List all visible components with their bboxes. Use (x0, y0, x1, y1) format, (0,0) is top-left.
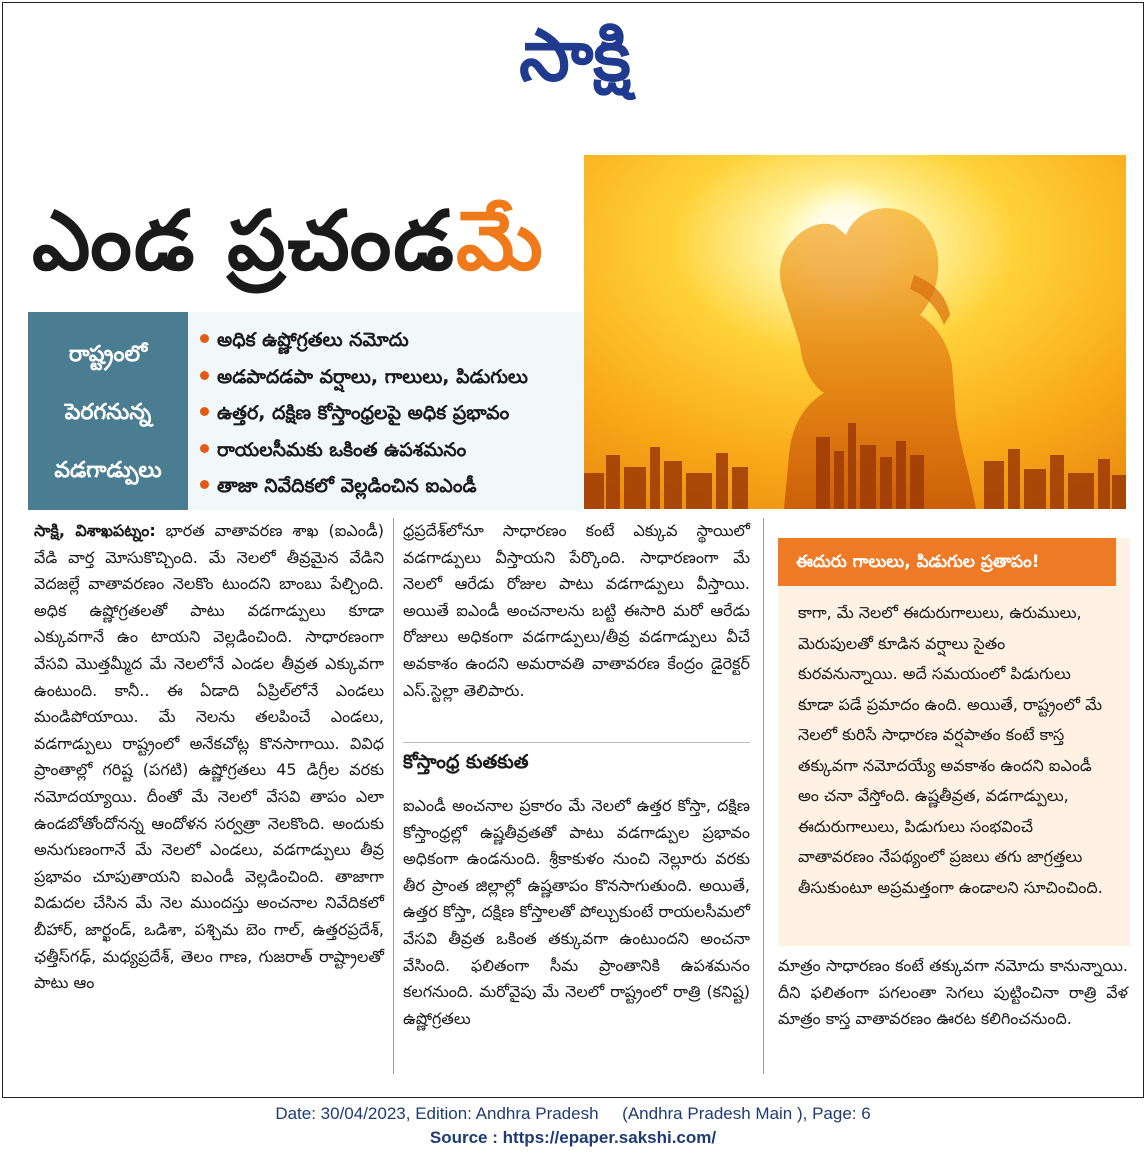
highlight-label-line: రాష్ట్రంలో (68, 342, 148, 367)
column-divider (393, 518, 394, 1074)
heatwave-photo (584, 155, 1126, 509)
footer-source-link[interactable]: Source : https://epaper.sakshi.com/ (429, 1128, 717, 1147)
sakshi-logo (470, 12, 680, 102)
article-subheading: కోస్తాంధ్ర కుతకుత (403, 751, 529, 773)
article-body-text: ఐఎండీ అంచనాల ప్రకారం మే నెలలో ఉత్తర కోస్తా, దక్షిణ కోస్తాంధ్రల్లో ఉష్ణతీవ్రతతో పాటు వడగాడ్పుల ప్రభావం అధికంగా ఉండనుంది. శ్రీకాకుళం నుంచి నెల్లూరు వరకు తీర ప్రాంత జిల్లాల్లో ఉష్ణతాపం కొనసాగుతుంది. అయితే, ఉత్తర కోస్తా, దక్షిణ కోస్తాలతో పోల్చుకుంటే రాయలసీమలో వేసవి తీవ్రత ఒకింత తక్కువగా ఉంటుందని అంచనా వేసింది. ఫలితంగా సీమ ప్రాంతానికి ఉపశమనం కలగనుంది. మరోవైపు మే నెలలో రాష్ట్రంలో రాత్రి (కనిష్ట) ఉష్ణోగ్రతలు (403, 796, 750, 1028)
headline-accent: మే (455, 194, 545, 289)
highlight-item: అడపాదడపా వర్షాలు, గాలులు, పిడుగులు (200, 359, 584, 396)
bullet-dot-icon (200, 334, 209, 343)
footer-edition-info: Date: 30/04/2023, Edition: Andhra Pradesh (Andhra Pradesh Main ), Page: 6 (275, 1104, 871, 1123)
article-column-1 (34, 518, 384, 997)
highlights-list (188, 312, 584, 510)
article-column-3 (778, 953, 1128, 1033)
highlight-label-line: పెరగనున్న (64, 400, 152, 425)
article-body-text: మాత్రం సాధారణం కంటే తక్కువగా నమోదు కానున్నాయి. దీని ఫలితంగా పగలంతా సెగలు పుట్టించినా రాత్రి వేళ మాత్రం కాస్త వాతావరణం ఊరట కలిగించనుంది. (778, 956, 1128, 1029)
article-column-2 (403, 518, 750, 704)
headline-main: ఎండ ప్రచండ (32, 194, 456, 289)
highlight-item: తాజా నివేదికలో వెల్లడించిన ఐఎండీ (200, 468, 584, 505)
article-body-text: భారత వాతావరణ శాఖ (ఐఎండీ) వేడి వార్త మోసుకొచ్చింది. మే నెలలో తీవ్రమైన వేడిని వెదజల్లే వాతావరణం నెలకొం టుందని బాంబు పేల్చింది. అధిక ఉష్ణోగ్రతలతో పాటు వడగాడ్పులు కూడా ఎక్కువగానే ఉం టాయని వెల్లడించింది. సాధారణంగా వేసవి మొత్తమ్మీద మే నెలలోనే ఎండల తీవ్రత ఎక్కువగా ఉంటుంది. కానీ.. ఈ ఏడాది ఏప్రిల్‌లోనే ఎండలు మండిపోయాయి. మే నెలను తలపించే ఎండలు, వడగాడ్పులు రాష్ట్రంలో అనేకచోట్ల కొనసాగాయి. వివిధ ప్రాంతాల్లో గరిష్ట (పగటి) ఉష్ణోగ్రతలు 45 డిగ్రీల వరకు నమోదయ్యాయి. దీంతో మే నెలలో వేసవి తాపం ఎలా ఉండబోతోందోనన్న ఆందోళన సర్వత్రా నెలకొంది. అందుకు అనుగుణంగానే మే నెలలో ఎండలు, వడగాడ్పులు తీవ్ర ప్రభావం చూపుతాయని ఐఎండీ వెల్లడించింది. తాజాగా విడుదల చేసిన మే నెల ముందస్తు అంచనాల నివేదికలో బీహార్, జార్ఖండ్, ఒడిశా, పశ్చిమ బెం గాల్, ఉత్తరప్రదేశ్, ఛత్తీస్‌గఢ్, మధ్యప్రదేశ్, తెలం గాణ, గుజరాత్ రాష్ట్రాలతో పాటు ఆం (34, 521, 384, 993)
bullet-dot-icon (200, 444, 209, 453)
article-dateline: సాక్షి, విశాఖపట్నం: (34, 521, 156, 540)
bullet-dot-icon (200, 371, 209, 380)
sidebar-article (778, 538, 1130, 946)
masthead-title: సాక్షి (519, 13, 631, 97)
highlight-label-box (28, 312, 188, 510)
article-body-text: ధ్రప్రదేశ్‌లోనూ సాధారణం కంటే ఎక్కువ స్థాయిలో వడగాడ్పులు వీస్తాయని పేర్కొంది. సాధారణంగా మే నెలలో ఆరేడు రోజుల పాటు వడగాడ్పులు వీస్తాయి. అయితే ఐఎండీ అంచనాలను బట్టి ఈసారి మరో ఆరేడు రోజులు అధికంగా వడగాడ్పులు/తీవ్ర వడగాడ్పులు వీచే అవకాశం ఉందని అమరావతి వాతావరణ కేంద్రం డైరెక్టర్ ఎస్.స్టెల్లా తెలిపారు. (403, 521, 750, 700)
bullet-dot-icon (200, 480, 209, 489)
highlight-item: రాయలసీమకు ఒకింత ఉపశమనం (200, 432, 584, 469)
sidebar-article-body: కాగా, మే నెలలో ఈదురుగాలులు, ఉరుములు, మెరుపులతో కూడిన వర్షాలు సైతం కురవనున్నాయి. అదే సమయంలో పిడుగులు కూడా పడే ప్రమాదం ఉంది. అయితే, రాష్ట్రంలో మే నెలలో కురిసే సాధారణ వర్షపాతం కంటే కాస్త తక్కువగా నమోదయ్యే అవకాశం ఉందని ఐఎండీ అం చనా వేస్తోంది. ఉష్ణతీవ్రత, వడగాడ్పులు, ఈదురుగాలులు, పిడుగులు సంభవించే వాతావరణం నేపథ్యంలో ప్రజలు తగు జాగ్రత్తలు తీసుకుంటూ అప్రమత్తంగా ఉండాలని సూచించింది. (798, 603, 1103, 897)
column-divider (763, 518, 764, 1074)
article-column-2-continued (403, 793, 750, 1032)
section-divider (403, 742, 750, 743)
highlight-item: అధిక ఉష్ణోగ్రతలు నమోదు (200, 322, 584, 359)
highlight-label-line: వడగాడ్పులు (54, 458, 162, 483)
highlight-item: ఉత్తర, దక్షిణ కోస్తాంధ్రలపై అధిక ప్రభావం (200, 395, 584, 432)
bullet-dot-icon (200, 407, 209, 416)
sidebar-article-title: ఈదురు గాలులు, పిడుగుల ప్రతాపం! (778, 538, 1116, 586)
page-footer (0, 1102, 1146, 1150)
